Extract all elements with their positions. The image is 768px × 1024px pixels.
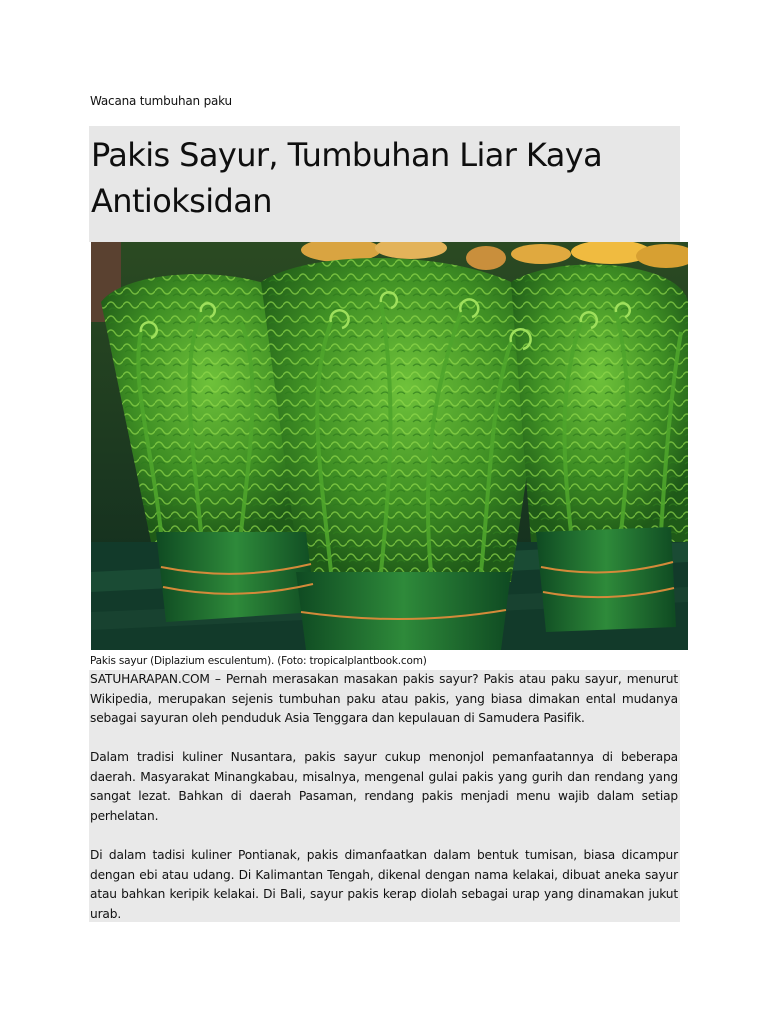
fern-photo-image	[91, 242, 688, 650]
paragraph-3: Di dalam tadisi kuliner Pontianak, pakis dimanfaatkan dalam bentuk tumisan, biasa dicampur dengan ebi atau udang. Di Kalimantan Tengah, dikenal dengan nama kelakai, dibuat aneka sayur atau bahkan keripik kelakai. Di Bali, sayur pakis kerap diolah sebagai urap yang dinamakan jukut urab.	[90, 848, 678, 921]
article-title: Pakis Sayur, Tumbuhan Liar Kaya Antioksidan	[91, 136, 603, 220]
paragraph-1: SATUHARAPAN.COM – Pernah merasakan masakan pakis sayur? Pakis atau paku sayur, menurut Wikipedia, merupakan sejenis tumbuhan paku atau pakis, yang biasa dimakan ental mudanya sebagai sayuran oleh penduduk Asia Tenggara dan kepulauan di Samudera Pasifik.	[90, 672, 678, 726]
article-kicker: Wacana tumbuhan paku	[90, 94, 232, 108]
paragraph-2: Dalam tradisi kuliner Nusantara, pakis sayur cukup menonjol pemanfaatannya di beberapa daerah. Masyarakat Minangkabau, misalnya, mengenal gulai pakis yang gurih dan rendang yang sangat lezat. Bahkan di daerah Pasaman, rendang pakis menjadi menu wajib dalam setiap perhelatan.	[90, 750, 678, 823]
article-photo	[91, 242, 688, 650]
article-body	[89, 670, 680, 922]
title-block	[89, 126, 680, 242]
photo-caption: Pakis sayur (Diplazium esculentum). (Foto: tropicalplantbook.com)	[90, 655, 427, 667]
